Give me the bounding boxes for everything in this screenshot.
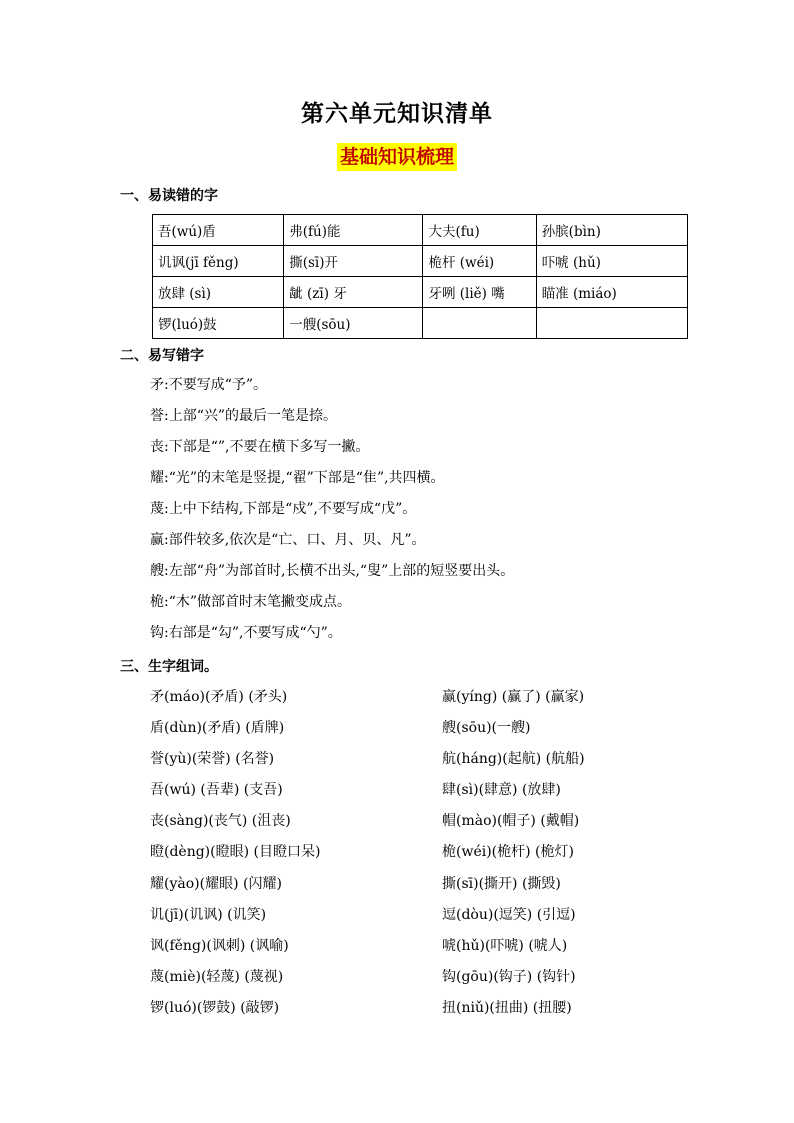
- list-item: 钩(gōu)(钩子) (钩针): [442, 968, 576, 985]
- list-item: 誉:上部“兴”的最后一笔是捺。: [150, 408, 338, 424]
- list-item: 锣(luó)(锣鼓) (敲锣): [150, 999, 280, 1016]
- list-item: 赢:部件较多,依次是“亡、口、月、贝、凡”。: [150, 532, 426, 548]
- list-item: 耀(yào)(耀眼) (闪耀): [150, 875, 282, 892]
- list-item: 矛:不要写成“予”。: [150, 377, 268, 393]
- list-item: 艘(sōu)(一艘): [442, 720, 531, 737]
- list-item: 耀:“光”的末笔是竖提,“翟”下部是“隹”,共四横。: [150, 470, 445, 486]
- list-item: 唬(hǔ)(吓唬) (唬人): [442, 937, 568, 954]
- list-item: 钩:右部是“勾”,不要写成“勺”。: [150, 625, 342, 641]
- table-cell: 放肆 (sì): [153, 277, 284, 308]
- page-subtitle: 基础知识梳理: [337, 143, 457, 171]
- table-cell: 桅杆 (wéi): [423, 246, 536, 277]
- list-item: 桅:“木”做部首时末笔撇变成点。: [150, 594, 352, 610]
- table-cell: 吓唬 (hǔ): [536, 246, 687, 277]
- table-row: [153, 246, 688, 277]
- misread-chars-table: [152, 214, 688, 339]
- list-item: 扭(niǔ)(扭曲) (扭腰): [442, 999, 572, 1016]
- table-cell: [423, 308, 536, 339]
- list-item: 矛(máo)(矛盾) (矛头): [150, 689, 288, 705]
- list-item: 赢(yíng) (赢了) (赢家): [442, 689, 585, 705]
- table-cell: 大夫(fu): [423, 215, 536, 246]
- table-cell: 弗(fú)能: [284, 215, 423, 246]
- table-row: [153, 277, 688, 308]
- section-heading-miswritten: 二、易写错字: [120, 348, 204, 364]
- table-cell: 锣(luó)鼓: [153, 308, 284, 339]
- section-heading-misread: 一、易读错的字: [120, 188, 218, 204]
- list-item: 肆(sì)(肆意) (放肆): [442, 782, 561, 799]
- table-cell: 讥讽(jī fěng): [153, 246, 284, 277]
- word-groups-right: [442, 686, 585, 1028]
- list-item: 讥(jī)(讥讽) (讥笑): [150, 906, 267, 923]
- list-item: 瞪(dèng)(瞪眼) (目瞪口呆): [150, 844, 321, 861]
- list-item: 桅(wéi)(桅杆) (桅灯): [442, 844, 574, 861]
- list-item: 帽(mào)(帽子) (戴帽): [442, 813, 580, 830]
- list-item: 吾(wú) (吾辈) (支吾): [150, 782, 283, 799]
- list-item: 撕(sī)(撕开) (撕毁): [442, 875, 561, 892]
- list-item: 讽(fěng)(讽刺) (讽喻): [150, 937, 289, 954]
- list-item: 艘:左部“舟”为部首时,长横不出头,“叟”上部的短竖要出头。: [150, 563, 515, 579]
- section-heading-word-groups: 三、生字组词。: [120, 659, 218, 675]
- table-row: [153, 308, 688, 339]
- table-cell: 孙膑(bìn): [536, 215, 687, 246]
- page-title: 第六单元知识清单: [301, 101, 493, 127]
- table-cell: [536, 308, 687, 339]
- list-item: 蔑(miè)(轻蔑) (蔑视): [150, 968, 284, 985]
- list-item: 逗(dòu)(逗笑) (引逗): [442, 906, 576, 923]
- word-groups-left: [150, 686, 320, 1028]
- table-cell: 牙咧 (liě) 嘴: [423, 277, 536, 308]
- table-row: [153, 215, 688, 246]
- table-cell: 龇 (zī) 牙: [284, 277, 423, 308]
- table-cell: 瞄准 (miáo): [536, 277, 687, 308]
- table-cell: 撕(sī)开: [284, 246, 423, 277]
- table-cell: 一艘(sōu): [284, 308, 423, 339]
- list-item: 丧(sàng)(丧气) (沮丧): [150, 813, 291, 830]
- list-item: 盾(dùn)(矛盾) (盾牌): [150, 720, 285, 737]
- list-item: 蔑:上中下结构,下部是“戍”,不要写成“戊”。: [150, 501, 417, 517]
- subtitle-wrap: [0, 143, 794, 171]
- table-cell: 吾(wú)盾: [153, 215, 284, 246]
- miswritten-list: [150, 374, 514, 653]
- list-item: 丧:下部是“”,不要在横下多写一撇。: [150, 439, 370, 455]
- list-item: 誉(yù)(荣誉) (名誉): [150, 751, 275, 768]
- list-item: 航(háng)(起航) (航船): [442, 751, 585, 768]
